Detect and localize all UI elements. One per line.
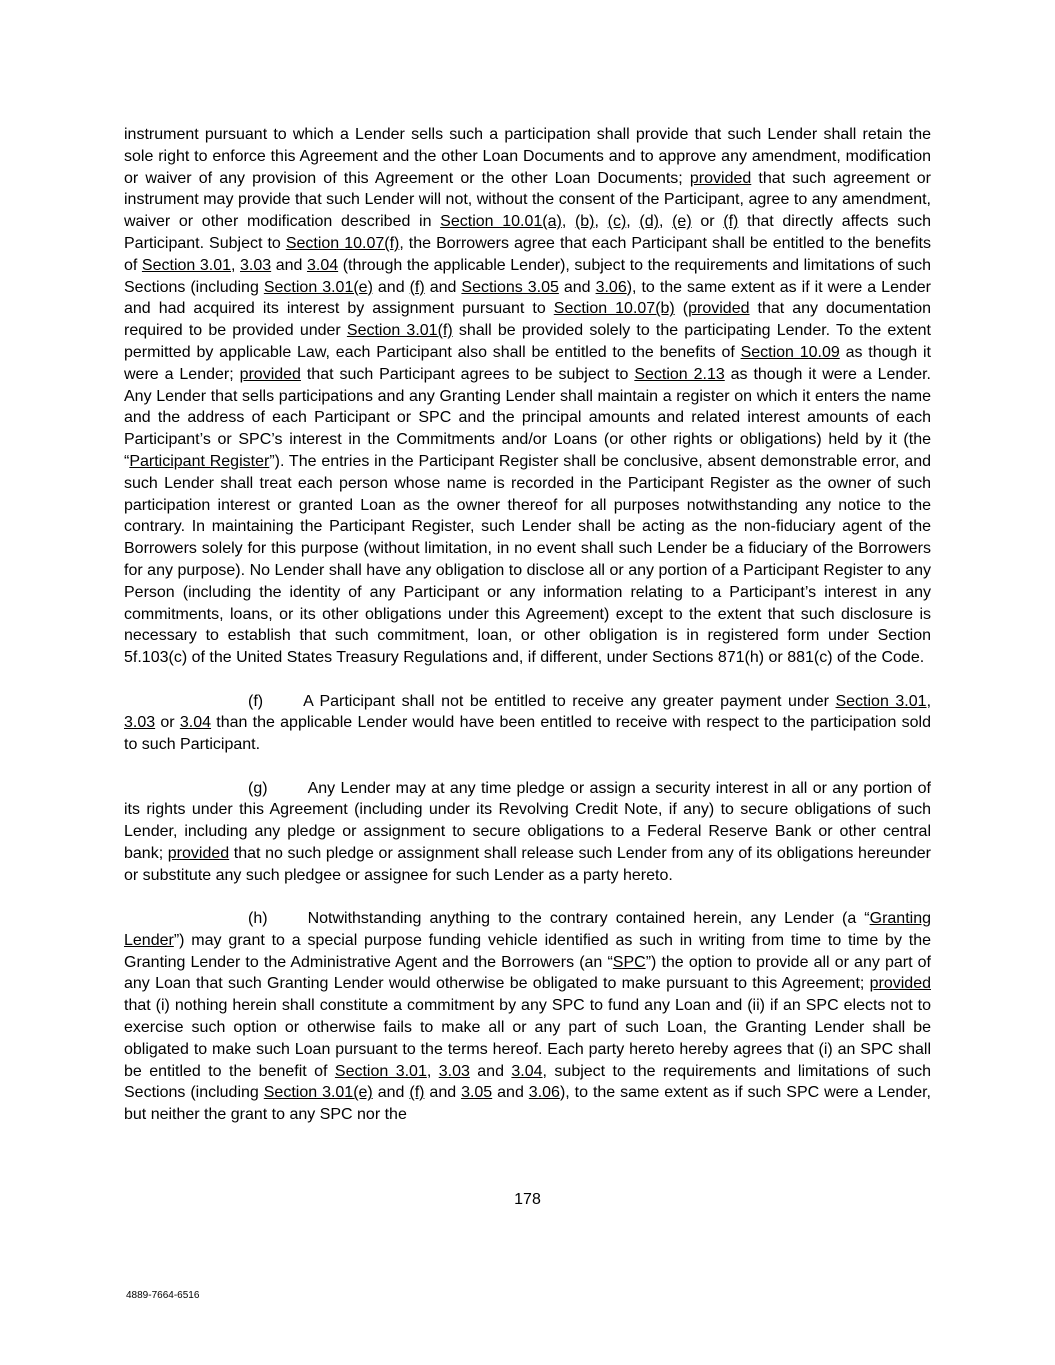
document-body [124, 124, 931, 1148]
section-reference: 3.04 [306, 256, 339, 274]
text-run: or [691, 213, 724, 231]
paragraph-e-continued [124, 124, 931, 669]
text-run: , [926, 692, 932, 710]
section-reference: (b) [574, 213, 595, 231]
defined-term-provided: provided [167, 844, 230, 862]
text-run: ( [674, 300, 689, 318]
defined-term-provided: provided [869, 975, 931, 993]
section-reference: 3.04 [511, 1062, 543, 1080]
section-reference: 3.03 [240, 256, 272, 274]
section-reference: 3.06 [528, 1084, 560, 1102]
text-run: instrument pursuant to which a Lender sells such a participation shall provide that such Lender shall retain the sole right to enforce this Agreement and the other Loan Documents and to approve any amendment, modification or waiver of any provision of this Agreement or the other Loan Documents; [124, 126, 931, 187]
section-reference: (e) [672, 213, 692, 231]
paragraph-g [124, 778, 931, 887]
defined-term-provided: provided [688, 300, 750, 318]
text-run: ), to the same extent as if such SPC were a Lender, but neither the grant to any SPC nor the [124, 1084, 931, 1124]
text-run: and [492, 1084, 529, 1102]
text-run: that such agreement or instrument may provide that such Lender will not, without the consent of the Participant, agree to any amendment, waiver or other modification described in [124, 169, 931, 231]
section-reference: Section 3.01 [141, 256, 231, 274]
section-reference: (f) [723, 213, 739, 231]
text-run: , [626, 213, 640, 231]
defined-term-provided: provided [689, 169, 752, 187]
section-reference: Section 10.07(f) [285, 234, 400, 252]
text-run: as though it were a Lender. Any Lender that sells participations and any Granting Lender shall maintain a register on which it enters the name and the address of each Participant or SPC and the principal amounts and related interest amounts of each Participant’s or SPC’s interest in the Commitments and/or Loans (or other rights or obligations) held by it (the “ [124, 365, 932, 470]
text-run: and [558, 278, 596, 296]
text-run: ”) the option to provide all or any part of any Loan that such Granting Lender would otherwise be obligated to make pursuant to this Agreement; [124, 953, 932, 993]
paragraph-h [124, 908, 931, 1126]
defined-term-granting-lender: Granting Lender [124, 910, 931, 949]
document-id: 4889-7664-6516 [126, 1290, 200, 1301]
text-run: that such Participant agrees to be subject to [300, 365, 635, 383]
text-run: Notwithstanding anything to the contrary contained herein, any Lender (a “ [307, 910, 870, 928]
text-run: , [594, 213, 608, 231]
text-run: or [155, 714, 180, 732]
section-reference: Section 3.01(e) [263, 1084, 373, 1102]
text-run: , the Borrowers agree that each Participant shall be entitled to the benefits of [124, 234, 931, 274]
text-run: ), to the same extent as if it were a Lender and had acquired its interest by assignment pursuant to [124, 278, 932, 318]
text-run: ”) may grant to a special purpose funding vehicle identified as such in writing from time to time by the Granting Lender to the Administrative Agent and the Borrowers (an “ [124, 931, 931, 971]
text-run: that (i) nothing herein shall constitute a commitment by any SPC to fund any Loan and (ii) if an SPC elects not to exercise such option or otherwise fails to make all or any part of such Loan, the Granting Lender shall be obligated to make such Loan pursuant to the terms hereof. Each party hereto hereby agrees that (i) an SPC shall be entitled to the benefit of [124, 997, 931, 1080]
section-reference: Section 10.01(a) [440, 213, 562, 231]
text-run: A Participant shall not be entitled to receive any greater payment under [303, 692, 836, 710]
text-run: (through the applicable Lender), subject to the requirements and limitations of such Sections (including [124, 256, 932, 296]
text-run: and [271, 256, 307, 274]
text-run: shall be provided solely to the participating Lender. To the extent permitted by applicable Law, each Participant also shall be entitled to the benefits of [124, 322, 931, 361]
text-run: , [561, 213, 575, 231]
page-number: 178 [514, 1191, 541, 1208]
text-run: , subject to the requirements and limitations of such Sections (including [124, 1062, 932, 1102]
text-run: that directly affects such Participant. Subject to [124, 213, 932, 252]
section-reference: Section 2.13 [634, 365, 725, 383]
text-run: and [469, 1062, 512, 1080]
section-reference: 3.03 [438, 1062, 470, 1080]
clause-label: (f) [248, 692, 264, 710]
section-reference: (f) [409, 1084, 425, 1102]
section-reference: Section 10.09 [740, 343, 840, 361]
text-run: , [426, 1062, 439, 1080]
text-run: that any documentation required to be provided under [124, 300, 931, 340]
text-run: that no such pledge or assignment shall release such Lender from any of its obligations hereunder or substitute any such pledgee or assignee for such Lender as a party hereto. [124, 844, 931, 884]
text-run: Any Lender may at any time pledge or assign a security interest in all or any portion of its rights under this Agreement (including under its Revolving Credit Note, if any) to secure obligations of such Lender, including any pledge or assignment to secure obligations to a Federal Reserve Bank or other central bank; [124, 779, 931, 862]
paragraph-f [124, 691, 931, 756]
text-run: and [424, 278, 462, 296]
section-reference: Section 3.01 [835, 692, 927, 710]
defined-term-participant-register: Participant Register [129, 452, 270, 470]
clause-label: (h) [248, 910, 268, 928]
text-run: and [372, 1084, 410, 1102]
text-run: and [424, 1084, 462, 1102]
defined-term-provided: provided [239, 365, 301, 383]
section-reference: Section 3.01 [334, 1062, 427, 1080]
text-run: , [658, 213, 673, 231]
text-run: and [372, 278, 410, 296]
section-reference: (c) [607, 213, 627, 231]
section-reference: Section 10.07(b) [553, 300, 675, 318]
text-run: , [231, 256, 241, 274]
defined-term-spc: SPC [612, 953, 646, 971]
section-reference: 3.04 [179, 714, 212, 732]
section-reference: 3.06 [595, 278, 627, 296]
section-reference: Section 3.01(e) [263, 278, 373, 296]
clause-label: (g) [248, 779, 268, 797]
text-run: ”). The entries in the Participant Register shall be conclusive, absent demonstrable error, and such Lender shall treat each person whose name is recorded in the Participant Register as the owner of such participation interest or granted Loan as the owner thereof for all purposes notwithstanding any notice to the contrary. In maintaining the Participant Register, such Lender shall be acting as the non-fiduciary agent of the Borrowers solely for this purpose (without limitation, in no event shall such Lender be a fiduciary of the Borrowers for any purpose). No Lender shall have any obligation to disclose all or any portion of a Participant Register to any Person (including the identity of any Participant or any information relating to a Participant’s interest in any commitments, loans, or its other obligations under this Agreement) except to the extent that such disclosure is necessary to establish that such commitment, loan, or other obligation is in registered form under Section 5f.103(c) of the United States Treasury Regulations and, if different, under Sections 871(h) or 881(c) of the Code. [124, 452, 931, 667]
section-reference: (f) [409, 278, 425, 296]
section-reference: 3.03 [124, 714, 156, 732]
section-reference: (d) [639, 213, 659, 231]
section-reference: Sections 3.05 [461, 278, 559, 296]
text-run: than the applicable Lender would have been entitled to receive with respect to the participation sold to such Participant. [124, 714, 932, 754]
text-run: as though it were a Lender; [124, 343, 931, 383]
section-reference: 3.05 [461, 1084, 493, 1102]
section-reference: Section 3.01(f) [346, 322, 453, 340]
